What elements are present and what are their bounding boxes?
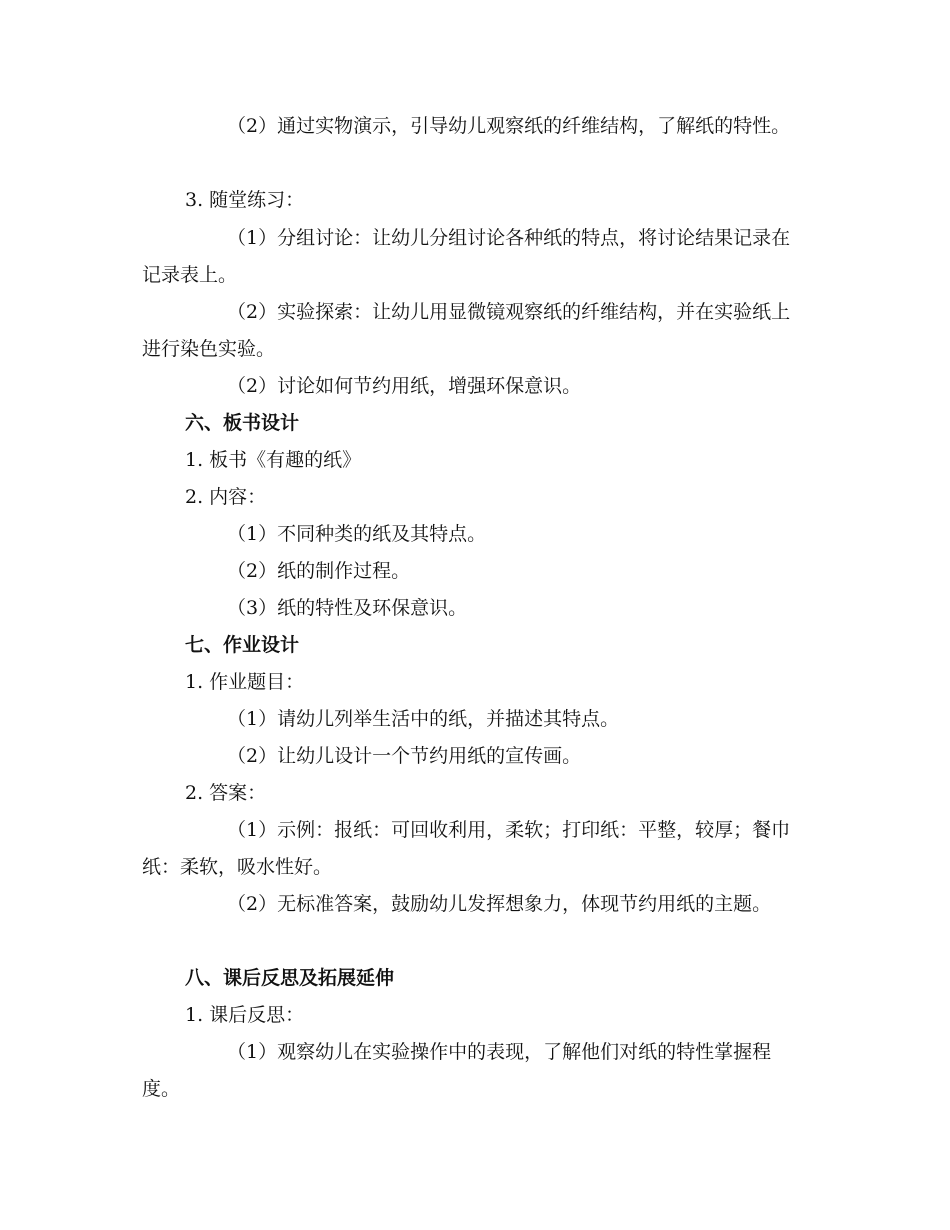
paragraph-content-3: （3）纸的特性及环保意识。 <box>227 597 468 619</box>
section-heading-homework: 七、作业设计 <box>185 634 300 656</box>
list-item-reflection: 1. 课后反思： <box>185 1004 305 1026</box>
paragraph-save-paper: （2）讨论如何节约用纸，增强环保意识。 <box>227 375 582 397</box>
paragraph-demo: （2）通过实物演示，引导幼儿观察纸的纤维结构，了解纸的特性。 <box>227 115 791 137</box>
paragraph-answer-1: （1）示例：报纸：可回收利用，柔软；打印纸：平整，较厚；餐巾纸：柔软，吸水性好。 <box>142 819 791 878</box>
paragraph-content-2: （2）纸的制作过程。 <box>227 560 411 582</box>
paragraph-answer-2: （2）无标准答案，鼓励幼儿发挥想象力，体现节约用纸的主题。 <box>227 893 772 915</box>
section-heading-blackboard: 六、板书设计 <box>185 412 300 434</box>
paragraph-experiment: （2）实验探索：让幼儿用显微镜观察纸的纤维结构，并在实验纸上进行染色实验。 <box>142 301 791 360</box>
paragraph-homework-2: （2）让幼儿设计一个节约用纸的宣传画。 <box>227 745 582 767</box>
paragraph-reflection-1: （1）观察幼儿在实验操作中的表现，了解他们对纸的特性掌握程度。 <box>142 1041 772 1100</box>
list-item-content: 2. 内容： <box>185 486 267 508</box>
paragraph-content-1: （1）不同种类的纸及其特点。 <box>227 523 487 545</box>
list-item-blackboard-title: 1. 板书《有趣的纸》 <box>185 449 362 471</box>
paragraph-homework-1: （1）请幼儿列举生活中的纸，并描述其特点。 <box>227 708 620 730</box>
list-item-answers: 2. 答案： <box>185 782 267 804</box>
list-item-homework-topics: 1. 作业题目： <box>185 671 305 693</box>
paragraph-group-discussion: （1）分组讨论：让幼儿分组讨论各种纸的特点，将讨论结果记录在记录表上。 <box>142 227 791 286</box>
section-heading-reflection: 八、课后反思及拓展延伸 <box>185 967 395 989</box>
list-item-practice: 3. 随堂练习： <box>185 189 305 211</box>
